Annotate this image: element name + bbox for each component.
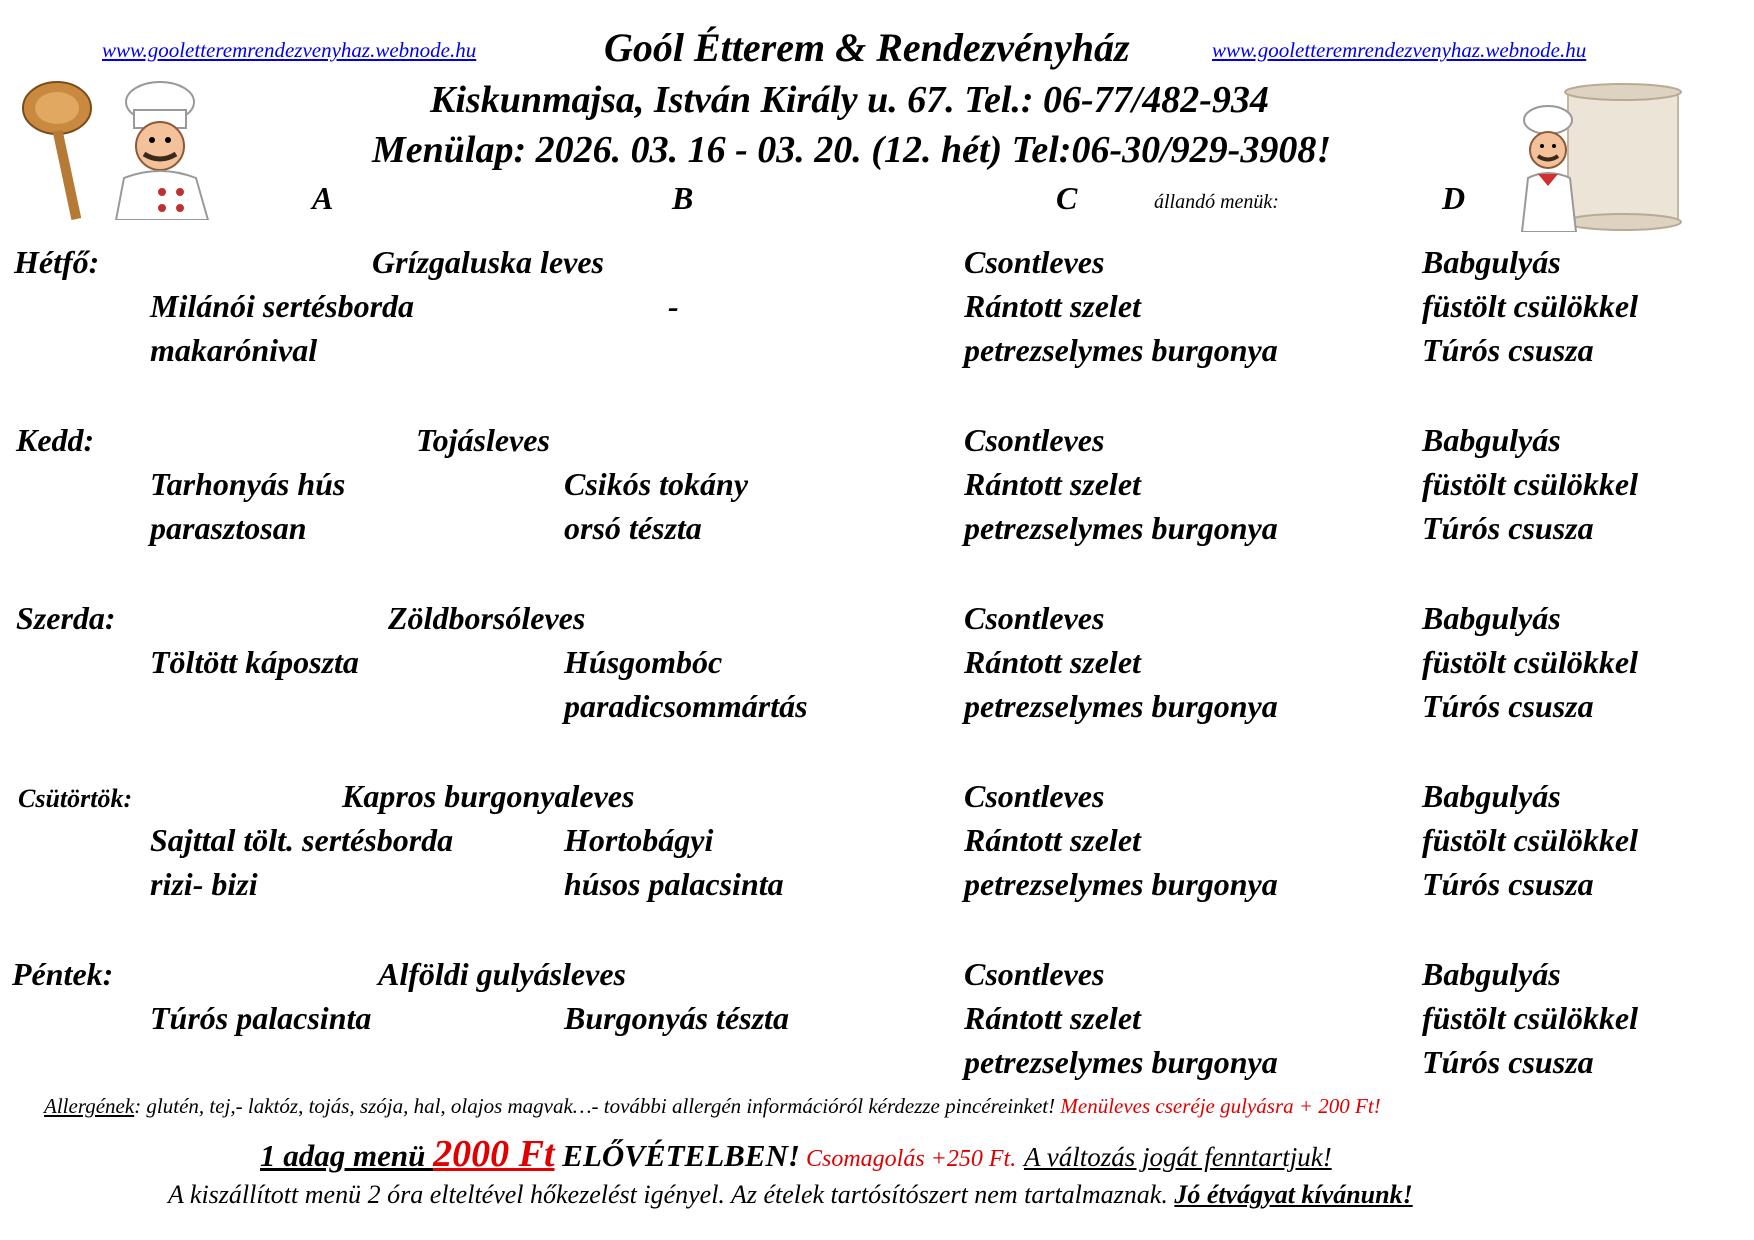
chef-spoon-illustration (12, 80, 227, 220)
menu-b-line1: Burgonyás tészta (564, 1000, 789, 1036)
menu-b-line1: - (668, 288, 679, 324)
menu-d-line3: Túrós csusza (1422, 332, 1594, 368)
menu-b-line2: paradicsommártás (564, 688, 808, 724)
menu-c-line3: petrezselymes burgonya (964, 866, 1278, 902)
website-link-right[interactable]: www.gooletteremrendezvenyhaz.webnode.hu (1212, 38, 1587, 62)
menu-c-line3: petrezselymes burgonya (964, 510, 1278, 546)
menu-d-line1: Babgulyás (1422, 778, 1561, 814)
menu-d-line3: Túrós csusza (1422, 510, 1594, 546)
day-label: Péntek: (12, 956, 114, 992)
column-header-a: A (312, 180, 334, 216)
price-line (260, 1132, 1332, 1176)
menu-a-line2: makarónival (150, 332, 318, 368)
menu-d-line2: füstölt csülökkel (1422, 466, 1639, 502)
day-soup: Alföldi gulyásleves (378, 956, 626, 992)
allergen-label: Allergének (44, 1094, 135, 1118)
delivery-line (168, 1180, 1413, 1210)
menu-c-line1: Csontleves (964, 244, 1105, 280)
menu-d-line2: füstölt csülökkel (1422, 288, 1639, 324)
menu-a-line1: Sajttal tölt. sertésborda (150, 822, 454, 858)
menu-b-line2: orsó tészta (564, 510, 702, 546)
menu-c-line3: petrezselymes burgonya (964, 332, 1278, 368)
menu-a-line1: Töltött káposzta (150, 644, 359, 680)
enjoy-note: Jó étvágyat kívánunk! (1174, 1180, 1413, 1209)
menu-b-line2: húsos palacsinta (564, 866, 784, 902)
menu-a-line1: Túrós palacsinta (150, 1000, 372, 1036)
menu-c-line1: Csontleves (964, 956, 1105, 992)
chef-scroll-illustration (1508, 82, 1698, 232)
menu-b-line1: Hortobágyi (564, 822, 714, 858)
menu-price: 2000 Ft (433, 1133, 555, 1175)
menu-c-line2: Rántott szelet (964, 822, 1141, 858)
menu-c-line1: Csontleves (964, 600, 1105, 636)
menu-c-line2: Rántott szelet (964, 644, 1141, 680)
menu-d-line1: Babgulyás (1422, 244, 1561, 280)
menu-b-line1: Csikós tokány (564, 466, 749, 502)
menu-d-line2: füstölt csülökkel (1422, 822, 1639, 858)
menu-date-line: Menülap: 2026. 03. 16 - 03. 20. (12. hét) Tel:06-30/929-3908! (372, 129, 1332, 171)
standing-menus-label: állandó menük: (1154, 191, 1279, 213)
portion-label: 1 adag menü (260, 1138, 434, 1173)
menu-a-line2: parasztosan (150, 510, 307, 546)
menu-a-line2: rizi- bizi (150, 866, 258, 902)
day-soup: Tojásleves (416, 422, 550, 458)
day-label: Kedd: (16, 422, 95, 458)
allergen-line (44, 1094, 1381, 1119)
address-line: Kiskunmajsa, István Király u. 67. Tel.: 06-77/482-934 (430, 79, 1269, 121)
menu-c-line1: Csontleves (964, 422, 1105, 458)
menu-d-line2: füstölt csülökkel (1422, 1000, 1639, 1036)
menu-a-line1: Tarhonyás hús (150, 466, 346, 502)
soup-swap-note: Menüleves cseréje gulyásra + 200 Ft! (1060, 1094, 1381, 1118)
day-label: Hétfő: (14, 244, 100, 280)
menu-c-line3: petrezselymes burgonya (964, 1044, 1278, 1080)
packaging-note: Csomagolás +250 Ft. (799, 1146, 1017, 1172)
menu-a-line1: Milánói sertésborda (150, 288, 415, 324)
menu-d-line1: Babgulyás (1422, 422, 1561, 458)
menu-d-line1: Babgulyás (1422, 956, 1561, 992)
menu-c-line1: Csontleves (964, 778, 1105, 814)
menu-d-line3: Túrós csusza (1422, 688, 1594, 724)
menu-d-line1: Babgulyás (1422, 600, 1561, 636)
menu-b-line1: Húsgombóc (564, 644, 723, 680)
menu-d-line3: Túrós csusza (1422, 1044, 1594, 1080)
menu-d-line3: Túrós csusza (1422, 866, 1594, 902)
day-soup: Zöldborsóleves (388, 600, 586, 636)
menu-c-line2: Rántott szelet (964, 466, 1141, 502)
menu-c-line3: petrezselymes burgonya (964, 688, 1278, 724)
rights-note: A változás jogát fenntartjuk! (1023, 1142, 1332, 1172)
day-soup: Kapros burgonyaleves (342, 778, 635, 814)
website-link-left[interactable]: www.gooletteremrendezvenyhaz.webnode.hu (102, 38, 477, 62)
column-header-d: D (1442, 180, 1466, 216)
day-label: Csütörtök: (18, 784, 133, 813)
column-header-b: B (672, 180, 694, 216)
day-label: Szerda: (16, 600, 116, 636)
restaurant-title: Goól Étterem & Rendezvényház (604, 25, 1130, 70)
day-soup: Grízgaluska leves (372, 244, 604, 280)
column-header-c: C (1056, 180, 1078, 216)
allergen-text: : glutén, tej,- laktóz, tojás, szója, hal, olajos magvak…- további allergén információról kérdezze pincéreinket! (134, 1094, 1061, 1118)
preorder-note: ELŐVÉTELBEN! (554, 1138, 800, 1173)
menu-d-line2: füstölt csülökkel (1422, 644, 1639, 680)
menu-c-line2: Rántott szelet (964, 1000, 1141, 1036)
menu-c-line2: Rántott szelet (964, 288, 1141, 324)
delivery-note: A kiszállított menü 2 óra elteltével hőkezelést igényel. Az ételek tartósítószert nem tartalmaznak. (168, 1180, 1175, 1209)
